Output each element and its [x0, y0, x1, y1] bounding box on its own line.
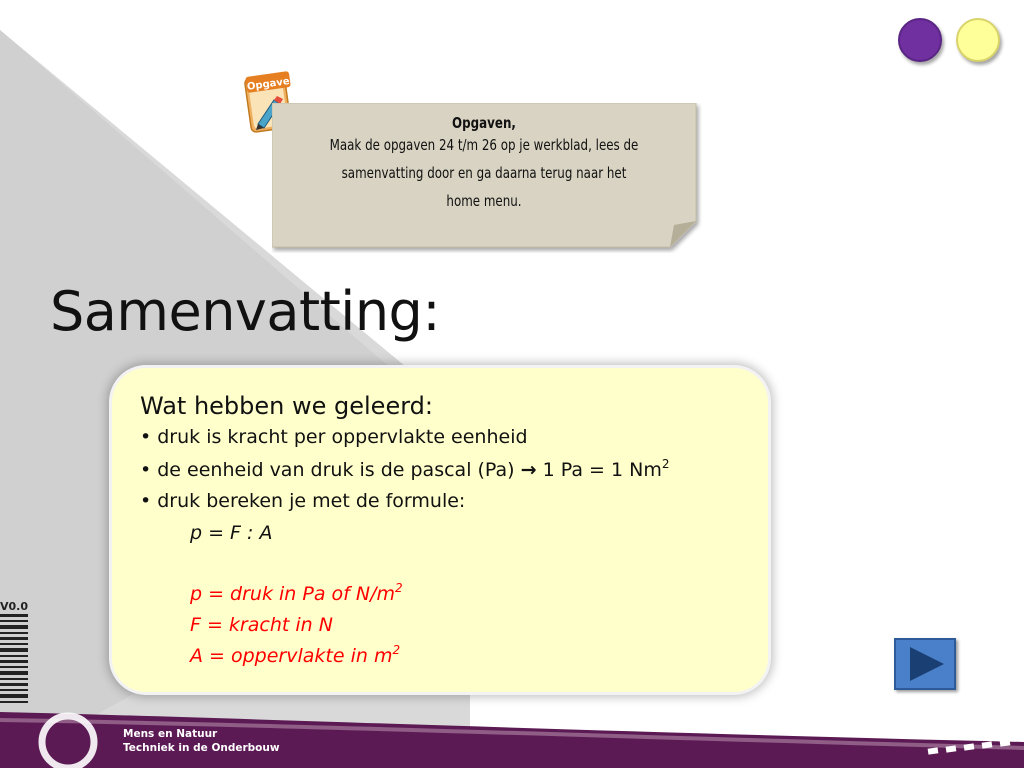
- note-line: samenvatting door en ga daarna terug naar het: [341, 164, 627, 182]
- definition-F: F = kracht in N: [190, 614, 333, 636]
- definition-p: [190, 583, 403, 605]
- opgave-icon-label: Opgave: [246, 76, 291, 93]
- footer-line-2: Techniek in de Onderbouw: [123, 742, 280, 754]
- unit-equation: 1 Pa = 1 Nm: [536, 459, 662, 481]
- bullet-text: • de eenheid van druk is de pascal (Pa): [140, 459, 515, 481]
- page-title: Samenvatting:: [50, 280, 441, 343]
- summary-panel: [112, 368, 768, 692]
- definition-text: A = oppervlakte in m: [190, 645, 393, 667]
- footer-band: [0, 712, 1024, 768]
- note-line: Maak de opgaven 24 t/m 26 op je werkblad, lees de: [329, 136, 639, 154]
- superscript: 2: [661, 457, 670, 471]
- note-title: Opgaven,: [452, 114, 516, 132]
- arrow-right-icon: →: [520, 459, 537, 481]
- summary-bullet: [140, 490, 465, 512]
- summary-bullet: [140, 426, 528, 448]
- purple-circle-button[interactable]: [898, 18, 942, 62]
- barcode-graphic: [0, 612, 28, 716]
- footer-line-1: Mens en Natuur: [123, 728, 218, 740]
- definition-text: p = druk in Pa of N/m: [190, 583, 395, 605]
- play-right-icon: [896, 640, 954, 688]
- note-line: home menu.: [446, 192, 522, 210]
- yellow-circle-button[interactable]: [956, 18, 1000, 62]
- next-button[interactable]: [894, 638, 956, 690]
- superscript: 2: [392, 643, 401, 657]
- superscript: 2: [395, 581, 403, 595]
- definition-A: [190, 645, 400, 667]
- bullet-text: • druk bereken je met de formule:: [140, 490, 466, 512]
- note-body: [315, 131, 653, 215]
- version-label: V0.0: [0, 600, 28, 613]
- summary-bullet: [140, 459, 669, 481]
- summary-heading: Wat hebben we geleerd:: [140, 392, 433, 420]
- bullet-text: • druk is kracht per oppervlakte eenheid: [140, 426, 528, 448]
- formula: p = F : A: [190, 522, 273, 544]
- assignment-note-card: [272, 103, 696, 247]
